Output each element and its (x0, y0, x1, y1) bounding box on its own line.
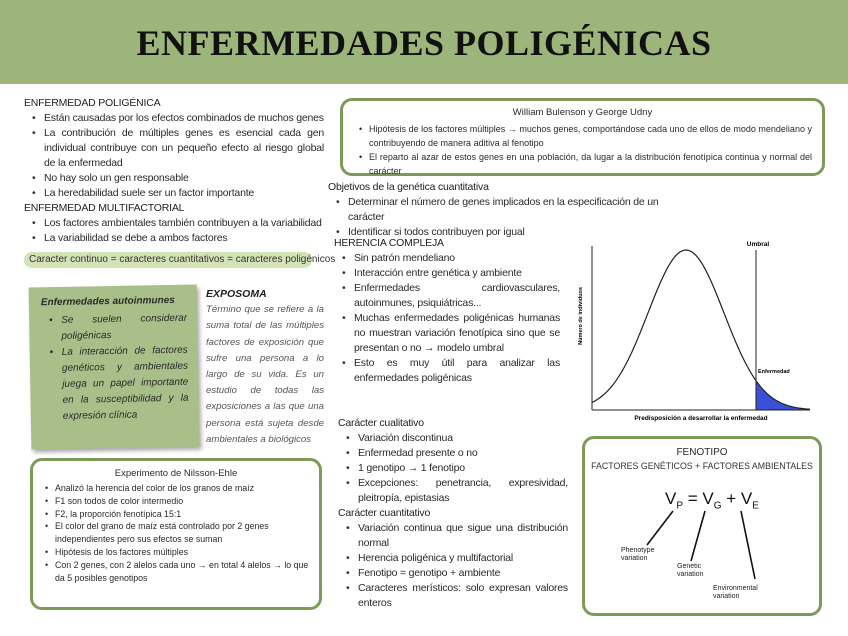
threshold-label: Umbral (746, 241, 770, 248)
nilsson-title: Experimento de Nilsson-Ehle (114, 468, 238, 479)
poligenica-title: ENFERMEDAD POLIGÉNICA (24, 97, 161, 109)
ve-subscript: E (752, 500, 759, 512)
arrow-phenotype (647, 511, 673, 545)
list-item: • Muchas enfermedades poligénicas humanas no muestran variación fenotípica sino que se presentan o no → modelo umbral (334, 311, 560, 356)
list-item: • Hipótesis de los factores múltiples → muchos genes, comportándose cada uno de ellos de modo mendeliano y contribuyendo de manera aditiva al fenotipo (353, 122, 812, 150)
cuantitativo-list (338, 521, 568, 611)
list-item: • La contribución de múltiples genes es esencial cada gen individual contribuye con un pequeño efecto al riesgo global de la enfermedad (24, 126, 324, 171)
equals-sign: = (683, 489, 703, 508)
genetic-variation-label: Genetic variation (677, 563, 704, 578)
list-item: • Enfermedad presente o no (338, 446, 568, 461)
list-item: • Excepciones: penetrancia, expresividad, pleitropía, epistasias (338, 476, 568, 506)
poligenica-section (24, 96, 324, 246)
vg-subscript: G (713, 500, 722, 512)
list-item: • El color del grano de maíz está controlado por 2 genes independientes pero sus efectos se suman (41, 520, 311, 546)
multifactorial-list (24, 216, 324, 246)
autoinmunes-title: Enfermedades autoinmunes (40, 294, 175, 309)
list-item: • Con 2 genes, con 2 alelos cada uno → en total 4 alelos → lo que da 5 posibles genotipos (41, 559, 311, 585)
threshold-chart (572, 236, 814, 426)
vp-subscript: P (676, 500, 684, 512)
nilsson-list (41, 482, 311, 584)
caracter-section (338, 416, 568, 611)
list-item: • No hay solo un gen responsable (24, 171, 324, 186)
nilsson-box (30, 458, 322, 610)
environmental-variation-label: Environmental variation (713, 585, 758, 600)
arrow-genetic (691, 511, 705, 561)
list-item: • Están causadas por los efectos combinados de muchos genes (24, 111, 324, 126)
herencia-section (334, 236, 560, 386)
list-item: • Esto es muy útil para analizar las enfermedades poligénicas (334, 356, 560, 386)
fenotipo-title: FENOTIPO (676, 447, 728, 458)
poligenica-list (24, 111, 324, 201)
bulenson-list (353, 122, 812, 178)
caracter-continuo-pill: Caracter continuo = caracteres cuantitativos = caracteres poligénicos (24, 252, 312, 268)
vp-symbol: V (665, 489, 677, 508)
exposoma-title: EXPOSOMA (206, 288, 267, 300)
list-item: • Variación discontinua (338, 431, 568, 446)
list-item: • La variabilidad se debe a ambos factores (24, 231, 324, 246)
fenotipo-arrows (585, 439, 819, 613)
multifactorial-title: ENFERMEDAD MULTIFACTORIAL (24, 202, 185, 214)
objetivos-title: Objetivos de la genética cuantitativa (328, 181, 489, 193)
list-item: • Sin patrón mendeliano (334, 251, 560, 266)
fenotipo-subtitle: FACTORES GENÉTICOS + FACTORES AMBIENTALES (591, 461, 813, 471)
list-item: • Fenotipo = genotipo + ambiente (338, 566, 568, 581)
list-item: • Enfermedades cardiovasculares, autoinmunes, psiquiátricas... (334, 281, 560, 311)
list-item: • Variación continua que sigue una distribución normal (338, 521, 568, 551)
arrow-environmental (741, 511, 755, 579)
list-item: • Herencia poligénica y multifactorial (338, 551, 568, 566)
y-axis-label: Número de individuos (578, 287, 584, 345)
list-item: • Analizó la herencia del color de los granos de maíz (41, 482, 311, 495)
herencia-title: HERENCIA COMPLEJA (334, 237, 444, 249)
cualitativo-title: Carácter cualitativo (338, 417, 424, 429)
herencia-list (334, 251, 560, 386)
list-item: • El reparto al azar de estos genes en una población, da lugar a la distribución fenotípica continua y normal del carácter (353, 150, 812, 178)
list-item: • Se suelen considerar poligénicas (41, 311, 188, 346)
ve-symbol: V (740, 489, 753, 508)
autoinmunes-list (41, 311, 189, 426)
bulenson-box (340, 98, 825, 176)
objetivos-list (328, 195, 668, 240)
list-item: • Los factores ambientales también contribuyen a la variabilidad (24, 216, 324, 231)
list-item: • Hipótesis de los factores múltiples (41, 546, 311, 559)
list-item: • Interacción entre genética y ambiente (334, 266, 560, 281)
objetivos-section (328, 180, 668, 240)
page-title: ENFERMEDADES POLIGÉNICAS (136, 23, 712, 63)
x-axis-label: Predisposición a desarrollar la enfermedad (634, 415, 768, 422)
autoinmunes-note (29, 285, 200, 450)
cualitativo-list (338, 431, 568, 506)
fenotipo-box (582, 436, 822, 616)
exposoma-section (206, 286, 324, 448)
phenotype-variation-label: Phenotype variation (621, 547, 655, 562)
cuantitativo-title: Carácter cuantitativo (338, 507, 431, 519)
list-item: • Identificar si todos contribuyen por igual (328, 225, 668, 240)
title-banner (0, 0, 848, 84)
plus-sign: + (721, 489, 741, 508)
disease-label: Enfermedad (758, 369, 790, 375)
list-item: • La interacción de factores genéticos y ambientales juega un papel importante en la susceptibilidad y la expresión clínica (42, 343, 189, 426)
vg-symbol: V (702, 489, 714, 508)
affected-tail-area (756, 381, 810, 410)
distribution-curve (592, 250, 810, 409)
list-item: • F1 son todos de color intermedio (41, 495, 311, 508)
exposoma-text: Término que se refiere a la suma total de las múltiples factores de exposición que sufre una persona a lo largo de su vida. Es un estudio de todas las exposiciones a las que una persona está sujeta desde ambientales a biológicos (206, 304, 324, 445)
bulenson-title: William Bulenson y George Udny (512, 107, 653, 118)
list-item: • La heredabilidad suele ser un factor importante (24, 186, 324, 201)
list-item: • Caracteres merísticos: solo expresan valores enteros (338, 581, 568, 611)
list-item: • F2, la proporción fenotípica 15:1 (41, 508, 311, 521)
list-item: • 1 genotipo → 1 fenotipo (338, 461, 568, 476)
list-item: • Determinar el número de genes implicados en la especificación de un carácter (328, 195, 668, 225)
